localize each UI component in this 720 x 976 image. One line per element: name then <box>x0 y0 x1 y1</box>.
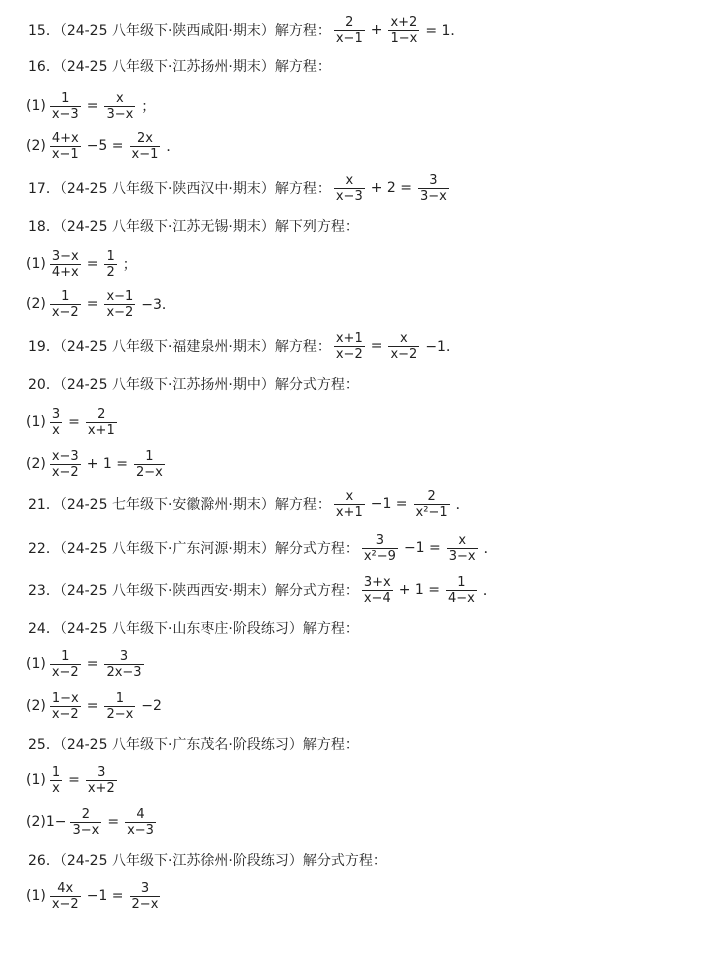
fraction <box>388 331 419 362</box>
problem-line <box>0 530 720 566</box>
fraction <box>130 131 161 162</box>
fraction <box>362 533 398 564</box>
numerator: 1 <box>457 574 466 590</box>
numerator: x−1 <box>106 288 134 304</box>
numerator: 3 <box>119 648 129 664</box>
numerator: 1 <box>106 248 115 264</box>
problem-header: 20．（24-25 八年级下·江苏扬州·期中）解分式方程： <box>28 377 359 393</box>
subproblem-line <box>0 446 720 482</box>
denominator: 2x−3 <box>106 664 142 680</box>
subproblem-line <box>0 286 720 322</box>
expression-text: −2 <box>141 698 162 714</box>
expression-text: −1 = <box>370 496 408 512</box>
fraction <box>334 173 365 204</box>
subproblem-label: (1) <box>26 772 46 788</box>
numerator: 1 <box>115 690 124 706</box>
denominator: 3−x <box>72 822 100 838</box>
numerator: 4 <box>136 806 145 822</box>
problem-header: 16．（24-25 八年级下·江苏扬州·期末）解方程： <box>28 59 331 75</box>
denominator: 3−x <box>448 548 476 564</box>
denominator: x−1 <box>131 146 159 162</box>
numerator: 2x <box>136 130 153 146</box>
denominator: x <box>52 422 60 438</box>
denominator: 4−x <box>448 590 475 606</box>
expression-text: = <box>86 698 99 714</box>
fraction <box>50 449 81 480</box>
denominator: 2 <box>106 264 115 280</box>
problem-line <box>0 12 720 48</box>
numerator: 2 <box>345 14 354 30</box>
fraction <box>134 449 165 480</box>
denominator: 3−x <box>106 106 134 122</box>
denominator: x+2 <box>87 780 115 796</box>
problem-header: 25．（24-25 八年级下·广东茂名·阶段练习）解方程： <box>28 737 359 753</box>
subproblem-label: (2)1− <box>26 814 67 830</box>
expression-text: + <box>370 22 383 38</box>
problem-header: 21．（24-25 七年级下·安徽滁州·期末）解方程： <box>28 497 331 513</box>
fraction <box>50 407 62 438</box>
fraction <box>50 649 81 680</box>
problem-line <box>0 610 720 646</box>
fraction <box>334 331 365 362</box>
expression-text: −1 = <box>403 540 441 556</box>
problem-line <box>0 572 720 608</box>
subproblem-label: (1) <box>26 888 46 904</box>
denominator: x−2 <box>51 896 79 912</box>
problem-header: 19．（24-25 八年级下·福建泉州·期末）解方程： <box>28 339 331 355</box>
fraction <box>446 575 477 606</box>
subproblem-line <box>0 688 720 724</box>
denominator: x−3 <box>51 106 79 122</box>
numerator: 1 <box>61 90 70 106</box>
problem-line <box>0 170 720 206</box>
numerator: 2 <box>427 488 436 504</box>
expression-text: = <box>107 814 120 830</box>
expression-text: −3． <box>141 297 176 313</box>
denominator: 2−x <box>131 896 159 912</box>
subproblem-line <box>0 646 720 682</box>
numerator: 4+x <box>51 130 79 146</box>
numerator: 2 <box>97 406 106 422</box>
subproblem-label: (2) <box>26 698 46 714</box>
denominator: x²−9 <box>363 548 396 564</box>
subproblem-label: (2) <box>26 456 46 472</box>
denominator: x <box>52 780 60 796</box>
fraction <box>50 765 62 796</box>
numerator: x <box>345 172 354 188</box>
fraction <box>388 15 419 46</box>
denominator: x−2 <box>390 346 418 362</box>
expression-text: −1 = <box>86 888 124 904</box>
numerator: 3 <box>51 406 61 422</box>
expression-text: ． <box>483 541 498 557</box>
numerator: 3+x <box>363 574 391 590</box>
subproblem-label: (1) <box>26 414 46 430</box>
fraction <box>70 807 101 838</box>
numerator: x+2 <box>390 14 418 30</box>
fraction <box>50 691 81 722</box>
expression-text: = <box>86 98 99 114</box>
problem-header: 17．（24-25 八年级下·陕西汉中·期末）解方程： <box>28 181 331 197</box>
subproblem-line <box>0 878 720 914</box>
subproblem-line <box>0 128 720 164</box>
denominator: 2−x <box>135 464 163 480</box>
fraction <box>334 15 365 46</box>
expression-text: = <box>86 656 99 672</box>
problem-line <box>0 328 720 364</box>
problem-line <box>0 366 720 402</box>
problem-header: 18．（24-25 八年级下·江苏无锡·期末）解下列方程： <box>28 219 359 235</box>
expression-text: + 2 = <box>370 180 412 196</box>
expression-text: + 1 = <box>398 582 440 598</box>
numerator: 3 <box>429 172 438 188</box>
fraction <box>125 807 156 838</box>
fraction <box>414 489 450 520</box>
numerator: x <box>458 532 467 548</box>
denominator: x+1 <box>335 504 363 520</box>
expression-text: ； <box>141 99 156 115</box>
denominator: 3−x <box>420 188 447 204</box>
fraction <box>418 173 449 204</box>
denominator: x²−1 <box>415 504 448 520</box>
numerator: 3 <box>375 532 385 548</box>
numerator: x+1 <box>335 330 363 346</box>
fraction <box>104 649 143 680</box>
denominator: x−4 <box>363 590 391 606</box>
fraction <box>104 289 135 320</box>
fraction <box>50 91 81 122</box>
numerator: 3 <box>140 880 150 896</box>
expression-text: −1． <box>425 339 460 355</box>
subproblem-label: (2) <box>26 296 46 312</box>
expression-text: ． <box>166 139 181 155</box>
denominator: x−2 <box>106 304 134 320</box>
numerator: 1 <box>61 648 70 664</box>
problem-line <box>0 726 720 762</box>
denominator: x−2 <box>51 664 79 680</box>
numerator: 3 <box>97 764 106 780</box>
problem-header: 24．（24-25 八年级下·山东枣庄·阶段练习）解方程： <box>28 621 359 637</box>
numerator: x <box>400 330 408 346</box>
denominator: x−1 <box>51 146 79 162</box>
expression-text: ； <box>122 257 137 273</box>
fraction <box>104 691 135 722</box>
subproblem-line <box>0 804 720 840</box>
subproblem-line <box>0 246 720 282</box>
expression-text: = <box>68 414 80 430</box>
fraction <box>104 249 116 280</box>
expression-text: + 1 = <box>86 456 128 472</box>
numerator: x <box>116 90 124 106</box>
subproblem-line <box>0 88 720 124</box>
problem-header: 22．（24-25 八年级下·广东河源·期末）解分式方程： <box>28 541 359 557</box>
fraction <box>50 289 81 320</box>
numerator: 2 <box>81 806 91 822</box>
fraction <box>447 533 478 564</box>
expression-text: = 1． <box>425 23 465 39</box>
problem-line <box>0 842 720 878</box>
denominator: x−2 <box>51 706 79 722</box>
subproblem-line <box>0 762 720 798</box>
denominator: x−1 <box>335 30 363 46</box>
fraction <box>130 881 161 912</box>
fraction <box>86 407 117 438</box>
subproblem-label: (1) <box>26 256 46 272</box>
denominator: x+1 <box>87 422 115 438</box>
problem-line <box>0 486 720 522</box>
denominator: x−2 <box>51 464 79 480</box>
numerator: x−3 <box>51 448 79 464</box>
denominator: x−2 <box>335 346 363 362</box>
numerator: 1 <box>51 764 61 780</box>
denominator: 1−x <box>390 30 418 46</box>
problem-header: 15．（24-25 八年级下·陕西咸阳·期末）解方程： <box>28 23 331 39</box>
denominator: x−2 <box>51 304 79 320</box>
subproblem-line <box>0 404 720 440</box>
fraction <box>50 131 81 162</box>
subproblem-label: (1) <box>26 98 46 114</box>
numerator: 1 <box>145 448 154 464</box>
problem-header: 26．（24-25 八年级下·江苏徐州·阶段练习）解分式方程： <box>28 853 387 869</box>
fraction <box>362 575 393 606</box>
expression-text: = <box>86 296 99 312</box>
denominator: x−3 <box>127 822 154 838</box>
fraction <box>86 765 117 796</box>
denominator: 4+x <box>51 264 79 280</box>
expression-text: ． <box>455 497 470 513</box>
expression-text: = <box>68 772 80 788</box>
numerator: 1−x <box>51 690 79 706</box>
numerator: 4x <box>57 880 74 896</box>
fraction <box>50 881 81 912</box>
expression-text: −5 = <box>86 138 124 154</box>
fraction <box>334 489 365 520</box>
fraction <box>50 249 81 280</box>
fraction <box>104 91 135 122</box>
expression-text: = <box>370 338 383 354</box>
denominator: 2−x <box>106 706 134 722</box>
problem-line <box>0 48 720 84</box>
expression-text: = <box>86 256 99 272</box>
problem-line <box>0 208 720 244</box>
numerator: 3−x <box>51 248 79 264</box>
denominator: x−3 <box>335 188 363 204</box>
subproblem-label: (2) <box>26 138 46 154</box>
subproblem-label: (1) <box>26 656 46 672</box>
numerator: 1 <box>61 288 70 304</box>
numerator: x <box>345 488 354 504</box>
expression-text: ． <box>482 583 497 599</box>
problem-header: 23．（24-25 八年级下·陕西西安·期末）解分式方程： <box>28 583 359 599</box>
